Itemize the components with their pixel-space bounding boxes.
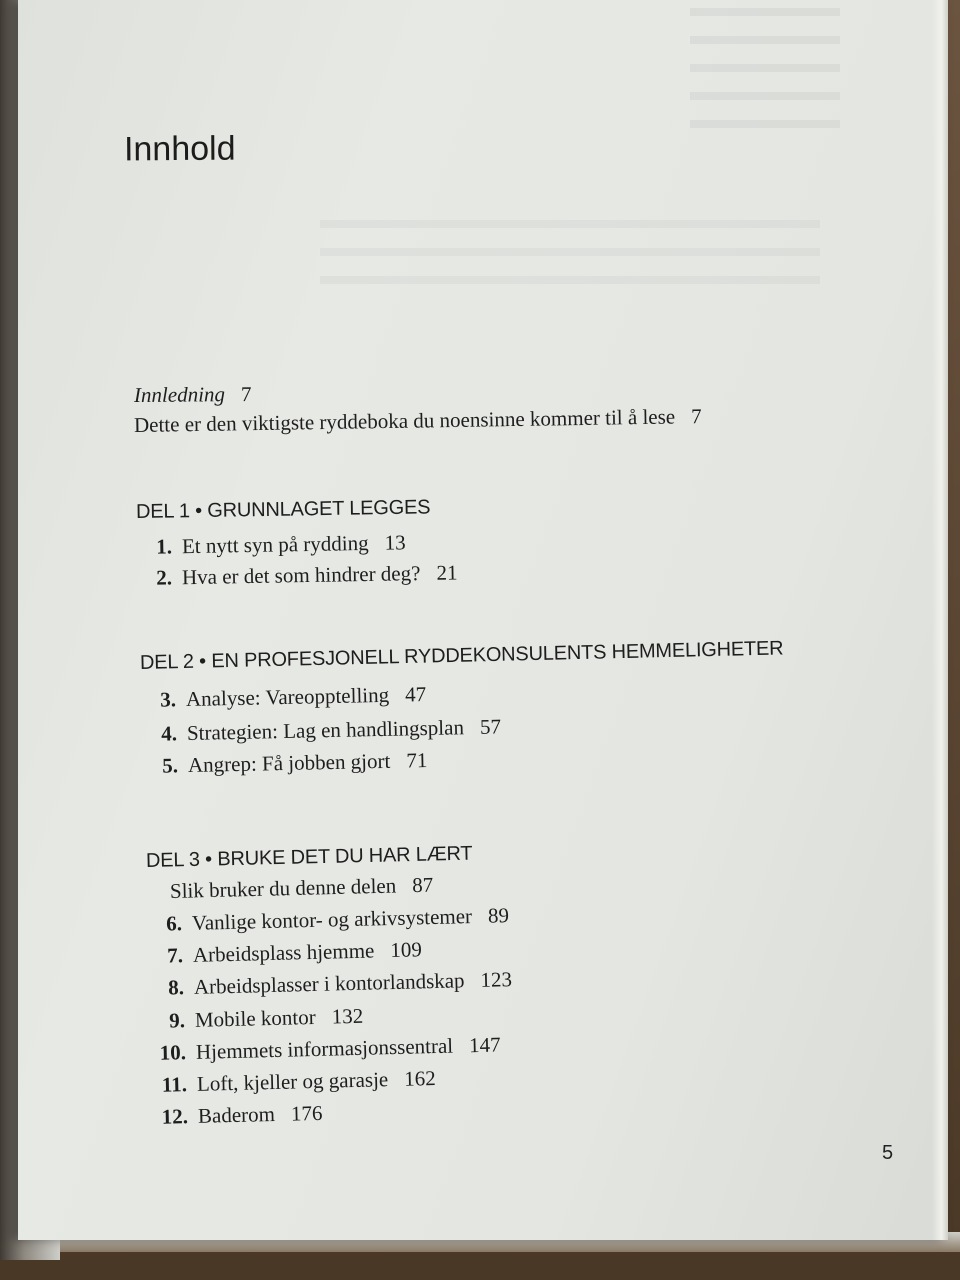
chapter-number: 9. (168, 1008, 186, 1033)
toc-entry (146, 903, 510, 937)
toc-entry (148, 967, 513, 1001)
chapter-page: 89 (487, 903, 510, 928)
toc-entry (151, 1066, 436, 1098)
chapter-page: 147 (468, 1032, 501, 1058)
page-number: 5 (882, 1142, 894, 1164)
chapter-number: 10. (159, 1040, 187, 1065)
part-intro-title: Slik bruker du denne delen (169, 873, 397, 903)
chapter-page: 13 (384, 530, 406, 555)
chapter-title: Baderom (197, 1101, 276, 1128)
chapter-title: Arbeidsplass hjemme (192, 938, 375, 967)
toc-entry (149, 1004, 364, 1034)
chapter-page: 21 (436, 560, 458, 585)
chapter-page: 176 (290, 1100, 323, 1126)
intro-title-page: 7 (690, 404, 702, 429)
chapter-page: 132 (331, 1003, 364, 1029)
chapter-number: 11. (161, 1072, 188, 1097)
toc-heading: Innhold (123, 129, 236, 169)
chapter-page: 162 (403, 1066, 436, 1091)
toc-entry (140, 682, 427, 713)
toc-intro-label-row (134, 382, 252, 408)
chapter-title: Loft, kjeller og garasje (196, 1067, 389, 1096)
toc-entry (142, 748, 428, 779)
chapter-page: 123 (480, 967, 513, 992)
toc-entry (136, 530, 406, 560)
toc-entry (136, 560, 458, 591)
chapter-number: 6. (165, 911, 183, 936)
intro-title: Dette er den viktigste ryddeboka du noensinne kommer til å lese (133, 404, 676, 437)
chapter-number: 12. (161, 1104, 189, 1129)
toc-entry (152, 1101, 323, 1130)
part-heading: DEL 1 • GRUNNLAGET LEGGES (135, 496, 431, 523)
chapter-title: Mobile kontor (194, 1004, 316, 1032)
toc-intro-title-row (134, 404, 702, 438)
chapter-title: Analyse: Vareopptelling (185, 682, 390, 712)
part-intro-row (170, 873, 434, 904)
chapter-number: 4. (160, 721, 178, 746)
chapter-page: 57 (479, 714, 502, 739)
chapter-number: 8. (167, 975, 185, 1000)
chapter-title: Angrep: Få jobben gjort (187, 748, 391, 778)
intro-label: Innledning (133, 382, 226, 407)
intro-label-page: 7 (240, 381, 252, 407)
chapter-page: 47 (404, 682, 427, 707)
chapter-title: Hjemmets informasjonssentral (195, 1033, 454, 1064)
chapter-number: 2. (156, 565, 173, 590)
chapter-number: 3. (159, 687, 177, 712)
chapter-number: 7. (166, 943, 184, 968)
part-intro-page: 87 (411, 872, 434, 898)
chapter-page: 109 (390, 937, 423, 963)
chapter-number: 1. (156, 534, 173, 559)
chapter-title: Arbeidsplasser i kontorlandskap (193, 968, 465, 999)
toc-entry (147, 937, 422, 969)
part-heading: DEL 3 • BRUKE DET DU HAR LÆRT (145, 842, 473, 872)
chapter-title: Vanlige kontor- og arkivsystemer (191, 904, 473, 935)
toc-entry (141, 714, 501, 747)
toc-entry (150, 1032, 501, 1066)
chapter-title: Strategien: Lag en handlingsplan (186, 715, 465, 746)
part-heading: DEL 2 • EN PROFESJONELL RYDDEKONSULENTS HEMMELIGHETER (139, 637, 784, 674)
chapter-page: 71 (406, 748, 428, 773)
chapter-title: Et nytt syn på rydding (181, 530, 369, 559)
chapter-title: Hva er det som hindrer deg? (181, 561, 421, 590)
chapter-number: 5. (161, 753, 179, 778)
